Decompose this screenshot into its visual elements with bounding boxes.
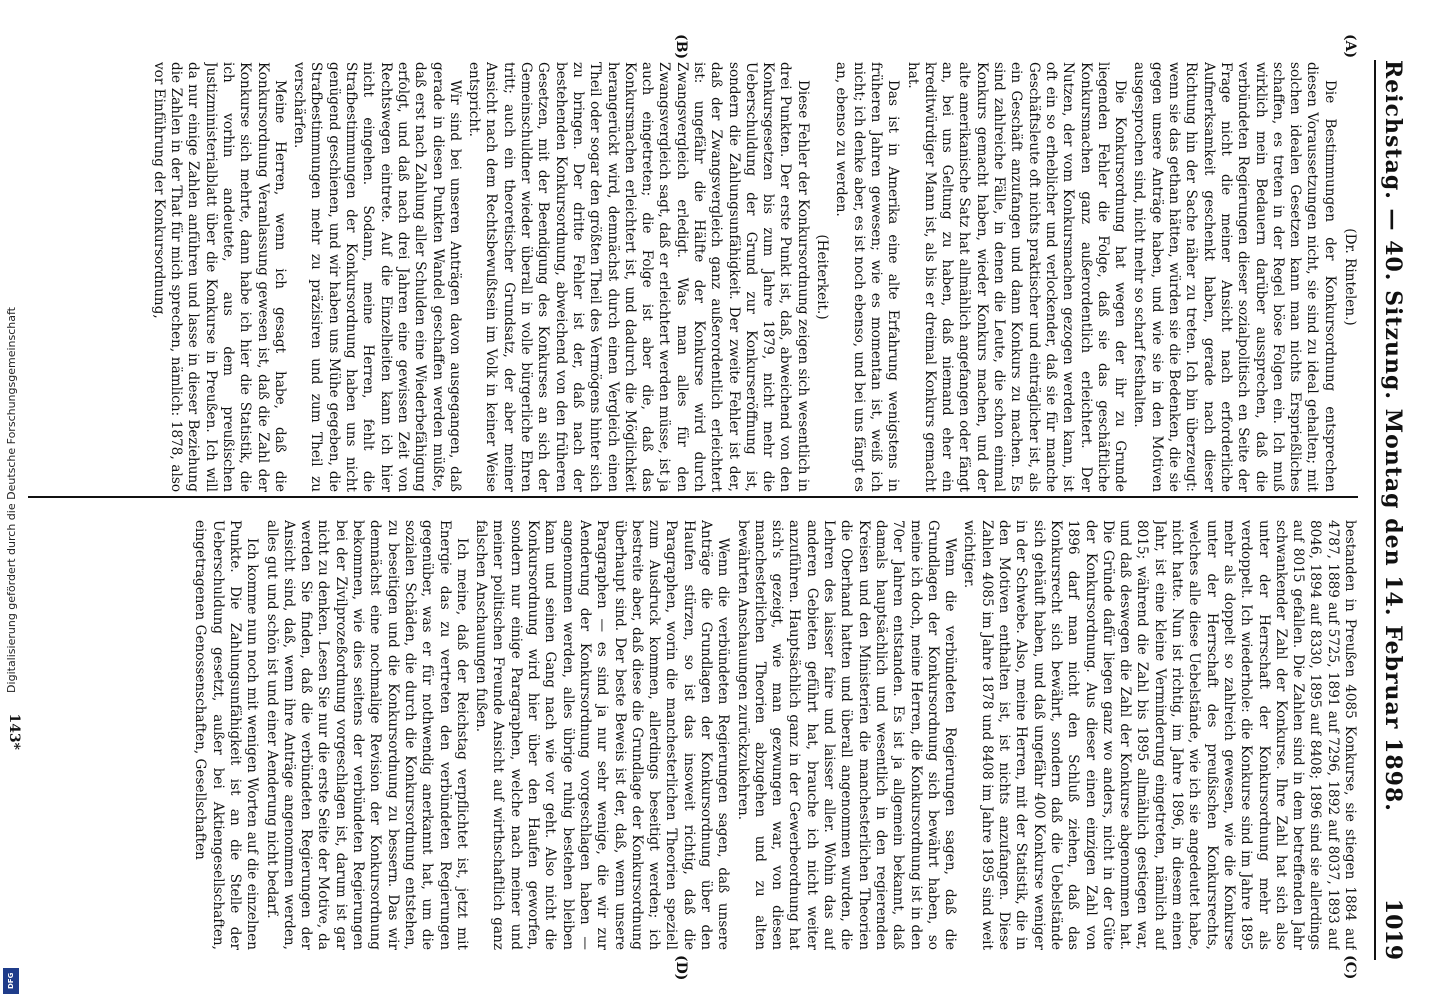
paragraph: Die Bestimmungen der Konkursordnung entsprechen diesen Voraussetzungen nicht, sie sind zu ideal gehalten; mit solchen idealen Gesetzen kann man nichts Ersprießliches schaffen, es treten in der Regel böse Folgen ein. Ich muß wirklich mein Bedauern darüber aussprechen, daß die verbündeten Regierungen dieser sozialpolitisch en Seite der Frage nicht die meiner Ansicht nach erforderliche Aufmerksamkeit geschenkt haben, gerade nach dieser Richtung hin der Sache näher zu treten. Ich bin überzeugt: wenn sie das gethan hätten, würden sie die Bedenken, die sie gegen unsere Anträge haben, und wie sie in den Motiven ausgesprochen sind, nicht mehr so scharf festhalten.	[1131, 62, 1338, 492]
interjection: (Heiterkeit.)	[814, 234, 831, 320]
left-column	[28, 62, 1358, 492]
paragraph: Ich meine, daß der Reichstag verpflichtet ist, jetzt mit Energie das zu vertreten den verbündeten Regierungen gegenüber, was er für nothwendig anerkannt hat, um die sozialen Schäden, die durch die Konkursordnung entstehen, zu beseitigen und die Konkursordnung zu bessern. Das wir demnächst eine nochmalige Revision der Konkursordnung bekommen, wie dies seitens der verbündeten Regierungen bei der Zivilprozeßordnung vorgeschlagen ist, darum ist gar nicht zu denken. Lesen Sie nur die erste Seite der Motive, da werden Sie finden, daß die verbündeten Regierungen der Ansicht sind, daß, wenn ihre Anträge angenommen werden, alles gut und schön ist und einer Aenderung nicht bedarf.	[263, 520, 470, 950]
digitization-credit-text: Digitalisierung gefördert durch die Deutsche Forschungsgemeinschaft	[4, 307, 18, 693]
dfg-logo: DFG	[3, 968, 19, 994]
paragraph: Wir sind bei unseren Anträgen davon ausgegangen, daß gerade in diesen Punkten Wandel geschaffen werden müßte, daß erst nach Zahlung aller Schulden eine Wiederbefähigung erfolgt, und daß nach drei Jahren eine gewissen Zeit von Rechtswegen eintrete. Auf die Einzelheiten kann ich hier nicht eingehen. Sodann, meine Herren, fehlt die Strafbestimmungen der Konkursordnung haben uns nicht genügend geschienen, und wir haben uns Mühe gegeben, die Strafbestimmungen mehr zu präzisiren und zum Theil zu verschärfen.	[291, 62, 463, 492]
margin-letter-d: (D)	[673, 955, 689, 981]
margin-letter-a: (A)	[1342, 34, 1358, 59]
paragraph: bestanden in Preußen 4085 Konkurse, sie stiegen 1884 auf 4787, 1889 auf 5725, 1891 auf 7296, 1892 auf 8037, 1893 auf 8046, 1894 auf 8330, 1895 auf 8408; 1896 sind sie allerdings auf 8015 gefallen. Die Zahlen sind in dem betreffenden Jahr schwankender Zahl der Konkurse. Ihre Zahl hat sich also unter der Herrschaft der Konkursordnung mehr als verdoppelt. Ich wiederhole: die Konkurse sind im Jahre 1895 mehr als doppelt so zahlreich gewesen, wie die Konkurse unter der Herrschaft des preußischen Konkursrechts, welches alle diese Uebelstände, wie ich sie angedeutet habe, nicht hatte. Nun ist richtig, im Jahre 1896, in diesem einen Jahr, ist eine kleine Verminderung eingetreten, nämlich auf 8015; während die Zahl bis 1895 allmählich gestiegen war, und daß deswegen die Zahl der Konkurse abgenommen hat. Die Gründe dafür liegen ganz wo anders, nicht in der Güte der Konkursordnung. Aus dieser einen einzigen Zahl von 1896 darf man nicht den Schluß ziehen, daß das Konkursrecht sich bewährt, sondern daß die Uebelstände sich gehäuft haben, und daß ungefähr 400 Konkurse weniger in der Schwebe. Also, meine Herren, mit der Statistik, die in den Motiven enthalten ist, ist nichts anzufangen. Diese Zahlen 4085 im Jahre 1878 und 8408 im Jahre 1895 sind weit wichtiger.	[961, 520, 1358, 950]
page-header	[1374, 60, 1414, 960]
margin-letter-b: (B)	[673, 34, 689, 60]
paragraph: Das ist in Amerika eine alte Erfahrung wenigstens in früheren Jahren gewesen; wie es momentan ist, weiß ich nicht; ich denke aber, es ist noch ebenso, und bei uns fängt es an, ebenso zu werden.	[833, 62, 902, 492]
speaker-name: (Dr. Rintelen.)	[1342, 228, 1358, 326]
paragraph: Meine Herren, wenn ich gesagt habe, daß die Konkursordnung Veranlassung gewesen ist, daß die Zahl der Konkurse sich mehrte, dann habe ich hier die Statistik, die ich vorhin andeutete, aus dem preußischen Justizministerialblatt über die Konkurse in Preußen. Ich will da nur einige Zahlen anführen und lasse in dieser Beziehung die Zahlen in der That für mich sprechen, nämlich: 1878, also vor Einführung der Konkursordnung,	[150, 62, 288, 492]
column-divider	[28, 496, 1358, 498]
page-title: Reichstag. — 40. Sitzung. Montag den 14. Februar 1898.	[1380, 60, 1406, 812]
paragraph: Die Konkursordnung hat wegen der ihr zu Grunde liegenden Fehler die Folge, daß sie das geschäftliche Konkursmachen ganz außerordentlich erleichtert. Der Nutzen, der vom Konkursmachen gezogen werden kann, ist oft ein so erheblicher und verlockender, daß sie für manche Geschäftsleute oft nichts praktischer und einträglicher ist, als ein Geschäft anzufangen und dann Konkurs zu machen. Es sind zahlreiche Fälle, in denen die Leute, die schon einmal Konkurs gemacht haben, wieder Konkurs machen, und der alte amerikanische Satz hat allmählich angefangen oder fängt an, bei uns Geltung zu haben, daß niemand eher ein kreditwürdiger Mann ist, als bis er dreimal Konkurs gemacht hat.	[904, 62, 1129, 492]
page-number: 1019	[1380, 898, 1406, 960]
page-signature: 143*	[6, 713, 22, 750]
paragraph: Wenn die verbündeten Regierungen sagen, daß unsere Anträge die Grundlagen der Konkursordnung über den Haufen stürzen, so ist das insoweit richtig, daß die Paragraphen, worin die manchesterlichen Theorien speziell zum Ausdruck kommen, allerdings beseitigt werden; ich bestreite aber, daß diese die Grundlage der Konkursordnung überhaupt sind. Der beste Beweis ist der, daß, wenn unsere Paragraphen — es sind ja nur sehr wenige, die wir zur Aenderung der Konkursordnung vorgeschlagen haben — angenommen werden, alles übrige ruhig bestehen bleiben kann und seinen Gang nach wie vor geht. Also nicht die Konkursordnung wird hier über den Haufen geworfen, sondern nur einige Paragraphen, welche nach meiner und meiner politischen Freunde Ansicht auf wirthschaftlich ganz falschen Anschauungen fußen.	[473, 520, 732, 950]
paragraph: Diese Fehler der Konkursordnung zeigen sich wesentlich in drei Punkten. Der erste Punkt ist, daß, abweichend von den Konkursgesetzen bis zum Jahre 1879, nicht mehr die Ueberschuldung der Grund zur Konkurseröffnung ist, sondern die Zahlungsunfähigkeit. Der zweite Fehler ist der, daß der Zwangsvergleich ganz außerordentlich erleichtert ist: ungefähr die Hälfte der Konkurse wird durch Zwangsvergleich erledigt. Was man alles für den Zwangsvergleich sagt, daß er erleichtert werden müsse, ist ja auch eingetreten; die Folge ist aber die, daß das Konkursmachen erleichtert ist, und dadurch die Möglichkeit herangerückt wird, demnächst durch einen Vergleich einen Theil oder sogar den größten Theil des Vermögens hinter sich zu bringen. Der dritte Fehler ist der, daß nach der bestehenden Konkursordnung, abweichend von den früheren Gesetzen, mit der Beendigung des Konkurses an sich der Gemeinschuldner wieder überall in volle bürgerliche Ehren tritt; auch ein theoretischer Grundsatz, der aber meiner Ansicht nach dem Rechtsbewußtsein im Volk in keiner Weise entspricht.	[466, 62, 811, 492]
paragraph: Ich komme nun noch mit wenigen Worten auf die einzelnen Punkte. Die Zahlungsunfähigkeit ist an die Stelle der Ueberschuldung gesetzt, außer bei Aktiengesellschaften, eingetragenen Genossenschaften, Gesellschaften	[192, 520, 261, 950]
right-column	[28, 520, 1358, 950]
margin-letter-c: (C)	[1342, 955, 1358, 980]
paragraph: Wenn die verbündeten Regierungen sagen, daß die Grundlagen der Konkursordnung sich bewährt haben, so meine ich doch, meine Herren, die Konkursordnung ist in den 70er Jahren entstanden. Es ist ja allgemein bekannt, daß damals hauptsächlich und wesentlich in den regierenden Kreisen und den Ministerien die manchesterlichen Theorien die Oberhand hatten und überall angenommen wurden, die Lehren des laisser faire und laisser aller. Wohin das auf anderen Gebieten geführt hat, brauche ich nicht weiter anzuführen. Hauptsächlich ganz in der Gewerbeordnung hat sich's gezeigt, wie man gezwungen war, von diesen manchesterlichen Theorien abzugehen und zu alten bewährten Anschauungen zurückzukehren.	[734, 520, 959, 950]
